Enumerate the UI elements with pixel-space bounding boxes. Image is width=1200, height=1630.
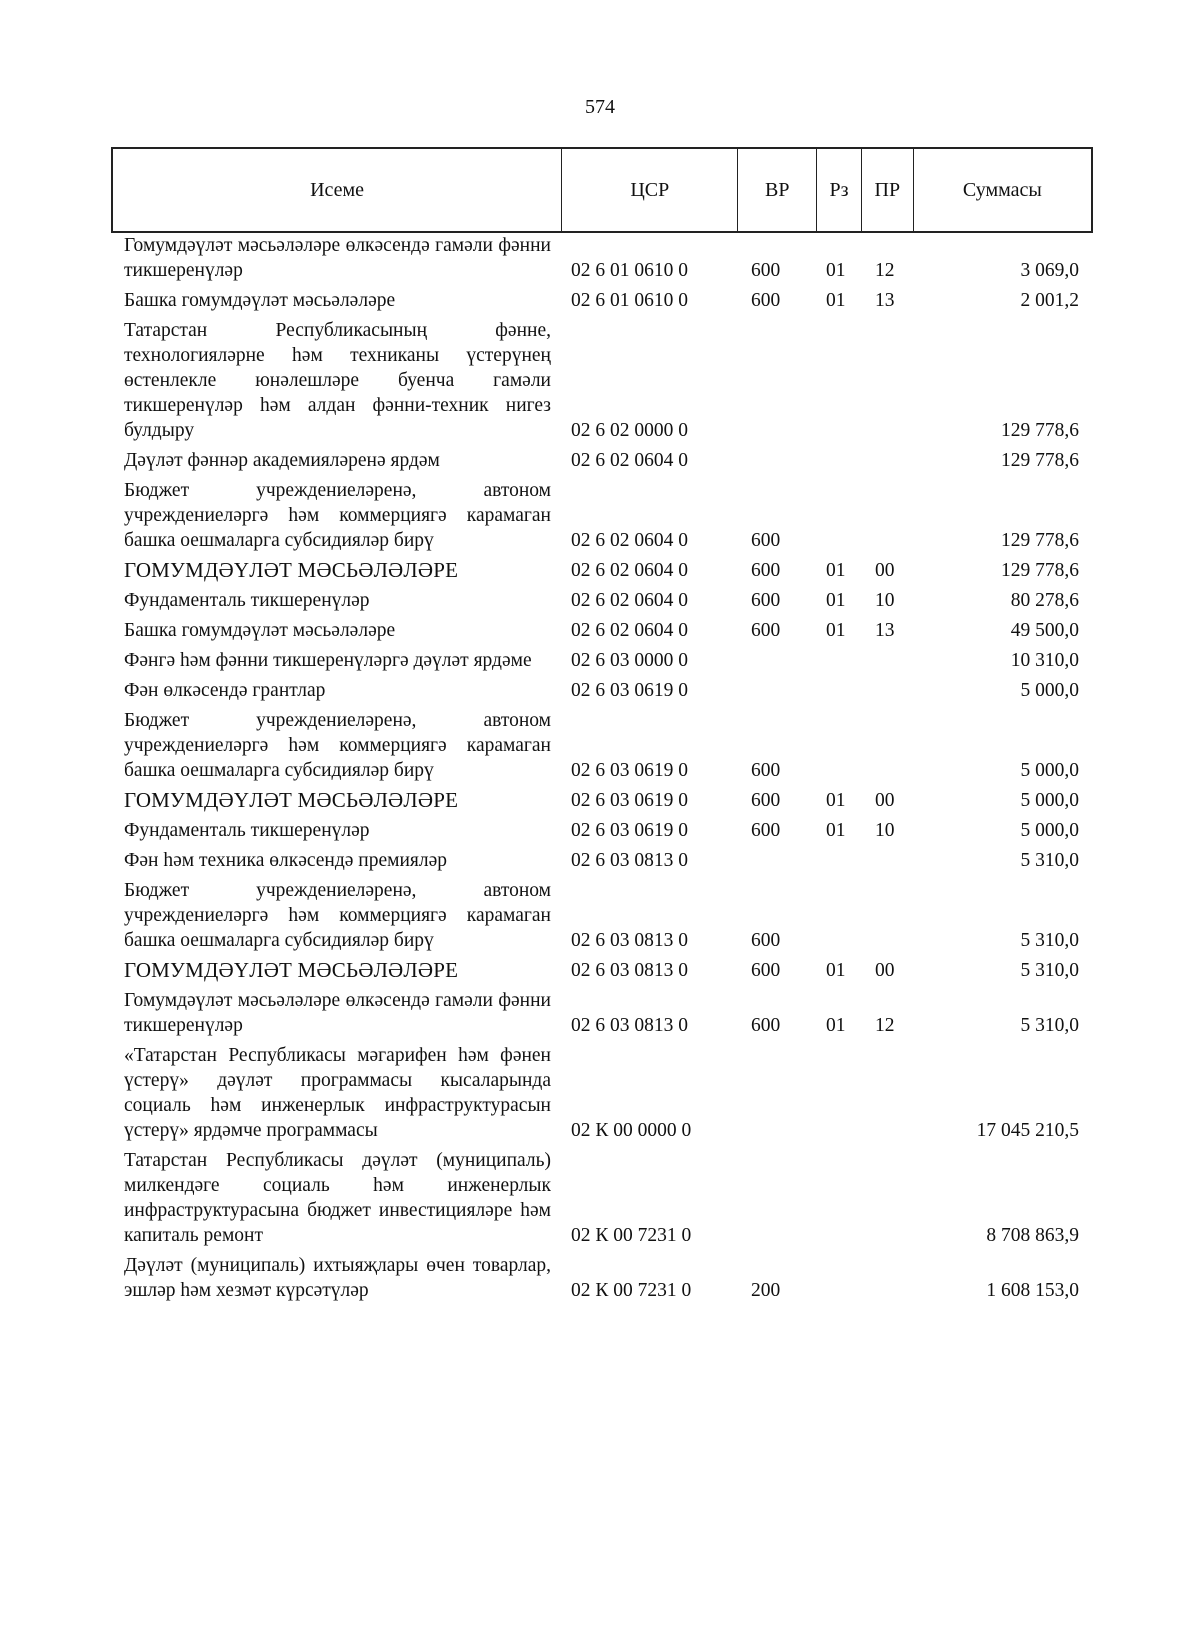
cell-sum: 5 000,0 <box>1020 680 1079 701</box>
page-number: 574 <box>585 96 615 118</box>
cell-sum: 129 778,6 <box>1001 560 1079 581</box>
cell-csr: 02 6 03 0619 0 <box>571 680 688 701</box>
cell-sum: 5 310,0 <box>1020 960 1079 981</box>
cell-name: ГОМУМДӘҮЛӘТ МӘСЬӘЛӘЛӘРЕ <box>124 558 459 582</box>
cell-name: Татарстан Республикасының фәнне, технологияләрне һәм техниканы үстерүнең өстенлекле юнәлешләре буенча гамәли тикшеренүләр һәм алдан фәнни-техник нигез булдыру <box>124 320 551 441</box>
cell-csr: 02 6 03 0619 0 <box>571 760 688 781</box>
table-row <box>111 818 1093 843</box>
cell-name: Бюджет учреждениеләренә, автоном учреждениеләргә һәм коммерциягә карамаган башка оешмаларга субсидияләр бирү <box>124 710 551 781</box>
cell-sum: 2 001,2 <box>1020 290 1079 311</box>
cell-vr: 600 <box>751 790 781 811</box>
table-row <box>111 448 1093 473</box>
table-row <box>111 288 1093 313</box>
table-row <box>111 648 1093 673</box>
cell-vr: 600 <box>751 530 781 551</box>
cell-pr: 13 <box>875 290 895 311</box>
cell-csr: 02 6 02 0604 0 <box>571 530 688 551</box>
cell-vr: 600 <box>751 260 781 281</box>
cell-vr: 600 <box>751 560 781 581</box>
table-header <box>111 147 1093 233</box>
cell-rz: 01 <box>826 560 846 581</box>
header-csr: ЦСР <box>562 149 738 231</box>
cell-csr: 02 6 03 0813 0 <box>571 1015 688 1036</box>
cell-name: Фән һәм техника өлкәсендә премияләр <box>124 850 448 871</box>
table-row <box>111 1148 1093 1248</box>
cell-vr: 600 <box>751 1015 781 1036</box>
cell-csr: 02 6 01 0610 0 <box>571 260 688 281</box>
cell-sum: 5 000,0 <box>1020 760 1079 781</box>
cell-csr: 02 К 00 0000 0 <box>571 1120 692 1141</box>
table-row <box>111 1253 1093 1303</box>
cell-name: Бюджет учреждениеләренә, автоном учреждениеләргә һәм коммерциягә карамаган башка оешмаларга субсидияләр бирү <box>124 880 551 951</box>
cell-sum: 8 708 863,9 <box>986 1225 1079 1246</box>
table-row <box>111 1043 1093 1143</box>
cell-name: Бюджет учреждениеләренә, автоном учреждениеләргә һәм коммерциягә карамаган башка оешмаларга субсидияләр бирү <box>124 480 551 551</box>
cell-vr: 600 <box>751 290 781 311</box>
cell-vr: 600 <box>751 590 781 611</box>
cell-name: Татарстан Республикасы дәүләт (муниципаль) милкендәге социаль һәм инженерлык инфраструктурасына бюджет инвестицияләре һәм капиталь ремонт <box>124 1150 551 1246</box>
cell-name: «Татарстан Республикасы мәгарифен һәм фәнен үстерү» дәүләт программасы кысаларында социаль һәм инженерлык инфраструктурасын үстерү» ярдәмче программасы <box>124 1045 551 1141</box>
table-row <box>111 588 1093 613</box>
cell-rz: 01 <box>826 620 846 641</box>
cell-rz: 01 <box>826 590 846 611</box>
header-rz: Рз <box>817 149 862 231</box>
cell-vr: 600 <box>751 620 781 641</box>
table-row <box>111 318 1093 443</box>
table-row <box>111 678 1093 703</box>
table-row <box>111 848 1093 873</box>
cell-sum: 129 778,6 <box>1001 450 1079 471</box>
cell-rz: 01 <box>826 790 846 811</box>
cell-name: Гомумдәүләт мәсьәләләре өлкәсендә гамәли фәнни тикшеренүләр <box>124 990 551 1036</box>
cell-sum: 80 278,6 <box>1010 590 1079 611</box>
cell-pr: 13 <box>875 620 895 641</box>
table-body <box>111 233 1093 1303</box>
cell-csr: 02 6 02 0604 0 <box>571 450 688 471</box>
cell-sum: 1 608 153,0 <box>986 1280 1079 1301</box>
table-row <box>111 558 1093 583</box>
table-row <box>111 988 1093 1038</box>
header-sum: Суммасы <box>962 178 1042 201</box>
cell-rz: 01 <box>826 260 846 281</box>
cell-name: Башка гомумдәүләт мәсьәләләре <box>124 620 396 641</box>
cell-csr: 02 6 02 0604 0 <box>571 620 688 641</box>
cell-rz: 01 <box>826 960 846 981</box>
cell-vr: 600 <box>751 760 781 781</box>
cell-csr: 02 6 03 0619 0 <box>571 820 688 841</box>
cell-pr: 00 <box>875 560 895 581</box>
header-pr: ПР <box>862 149 914 231</box>
cell-sum: 49 500,0 <box>1010 620 1079 641</box>
cell-name: Фән өлкәсендә грантлар <box>124 680 326 701</box>
cell-rz: 01 <box>826 820 846 841</box>
cell-sum: 10 310,0 <box>1010 650 1079 671</box>
cell-sum: 17 045 210,5 <box>976 1120 1079 1141</box>
cell-name: Гомумдәүләт мәсьәләләре өлкәсендә гамәли фәнни тикшеренүләр <box>124 235 551 281</box>
cell-csr: 02 6 02 0604 0 <box>571 560 688 581</box>
cell-pr: 12 <box>875 260 895 281</box>
cell-csr: 02 К 00 7231 0 <box>571 1280 692 1301</box>
cell-pr: 10 <box>875 590 895 611</box>
cell-csr: 02 6 01 0610 0 <box>571 290 688 311</box>
cell-name: Фәнгә һәм фәнни тикшеренүләргә дәүләт ярдәме <box>124 650 532 671</box>
cell-pr: 00 <box>875 960 895 981</box>
cell-pr: 00 <box>875 790 895 811</box>
cell-name: Дәүләт фәннәр академияләренә ярдәм <box>124 450 440 471</box>
table-row <box>111 618 1093 643</box>
cell-rz: 01 <box>826 290 846 311</box>
cell-sum: 129 778,6 <box>1001 420 1079 441</box>
cell-csr: 02 К 00 7231 0 <box>571 1225 692 1246</box>
table-row <box>111 478 1093 553</box>
cell-sum: 5 310,0 <box>1020 850 1079 871</box>
cell-sum: 5 310,0 <box>1020 930 1079 951</box>
cell-csr: 02 6 03 0619 0 <box>571 790 688 811</box>
cell-csr: 02 6 03 0813 0 <box>571 850 688 871</box>
cell-csr: 02 6 02 0604 0 <box>571 590 688 611</box>
cell-pr: 10 <box>875 820 895 841</box>
cell-sum: 5 000,0 <box>1020 790 1079 811</box>
cell-csr: 02 6 02 0000 0 <box>571 420 688 441</box>
cell-name: ГОМУМДӘҮЛӘТ МӘСЬӘЛӘЛӘРЕ <box>124 958 459 982</box>
cell-sum: 5 000,0 <box>1020 820 1079 841</box>
table-row <box>111 878 1093 953</box>
cell-sum: 129 778,6 <box>1001 530 1079 551</box>
cell-name: Башка гомумдәүләт мәсьәләләре <box>124 290 396 311</box>
header-vr: ВР <box>738 149 817 231</box>
cell-vr: 600 <box>751 930 781 951</box>
cell-pr: 12 <box>875 1015 895 1036</box>
cell-name: ГОМУМДӘҮЛӘТ МӘСЬӘЛӘЛӘРЕ <box>124 788 459 812</box>
header-name: Исеме <box>113 149 562 231</box>
cell-vr: 600 <box>751 960 781 981</box>
table-row <box>111 788 1093 813</box>
cell-sum: 3 069,0 <box>1020 260 1079 281</box>
cell-name: Фундаменталь тикшеренүләр <box>124 590 370 611</box>
table-row <box>111 958 1093 983</box>
cell-vr: 200 <box>751 1280 781 1301</box>
cell-vr: 600 <box>751 820 781 841</box>
cell-sum: 5 310,0 <box>1020 1015 1079 1036</box>
cell-csr: 02 6 03 0813 0 <box>571 930 688 951</box>
cell-rz: 01 <box>826 1015 846 1036</box>
budget-table <box>111 147 1093 1308</box>
cell-name: Фундаменталь тикшеренүләр <box>124 820 370 841</box>
cell-name: Дәүләт (муниципаль) ихтыяҗлары өчен товарлар, эшләр һәм хезмәт күрсәтүләр <box>124 1255 551 1301</box>
cell-csr: 02 6 03 0000 0 <box>571 650 688 671</box>
table-row <box>111 708 1093 783</box>
table-row <box>111 233 1093 283</box>
cell-csr: 02 6 03 0813 0 <box>571 960 688 981</box>
